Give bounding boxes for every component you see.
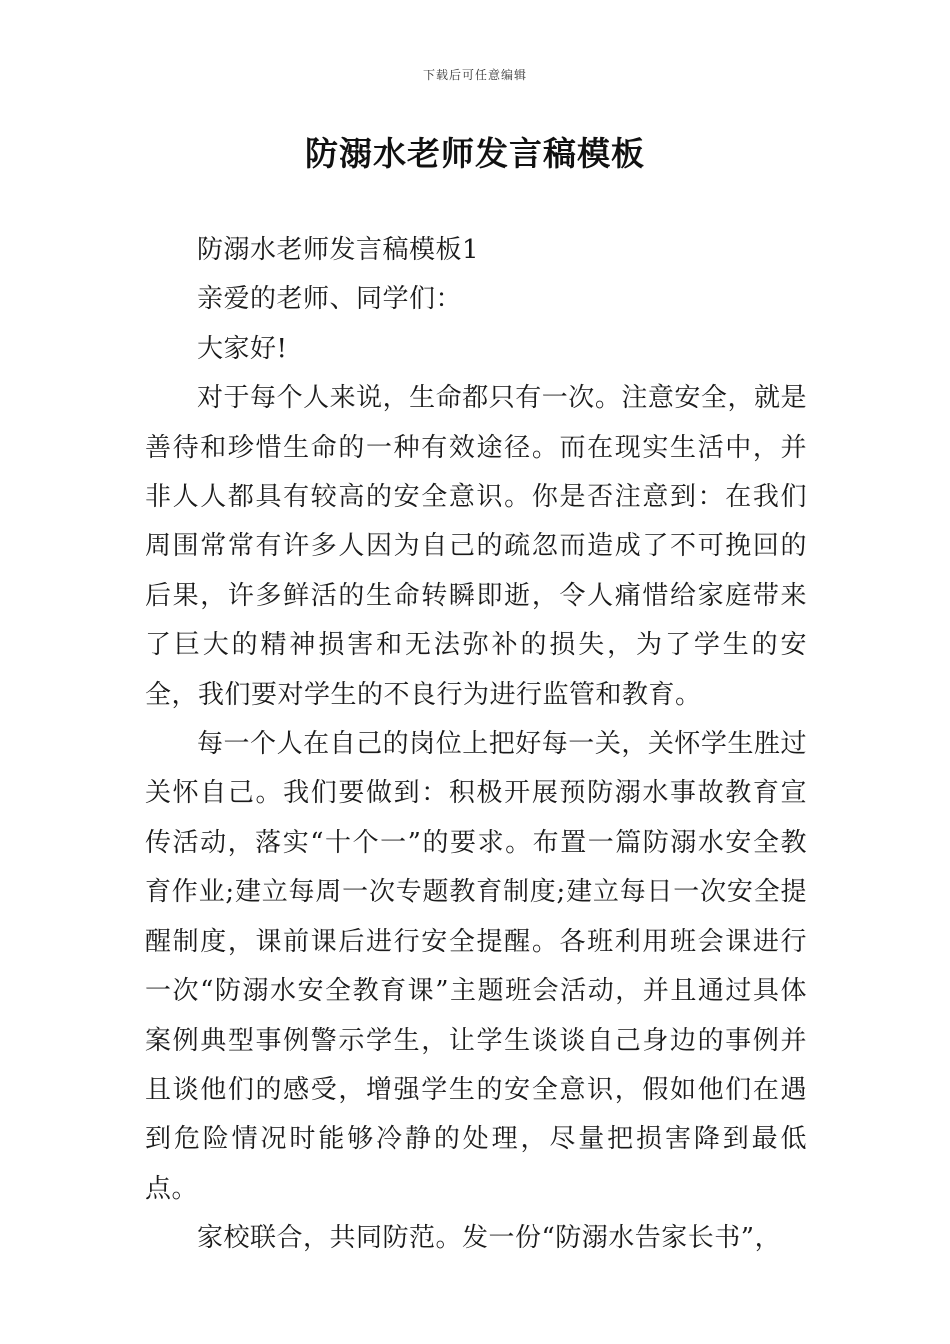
paragraph: 对于每个人来说，生命都只有一次。注意安全，就是善待和珍惜生命的一种有效途径。而在现实生活中，并非人人都具有较高的安全意识。你是否注意到：在我们周围常常有许多人因为自己的疏忽而造成了不可挽回的后果，许多鲜活的生命转瞬即逝，令人痛惜给家庭带来了巨大的精神损害和无法弥补的损失，为了学生的安全，我们要对学生的不良行为进行监管和教育。 — [145, 383, 807, 710]
paragraph: 每一个人在自己的岗位上把好每一关，关怀学生胜过关怀自己。我们要做到：积极开展预防溺水事故教育宣传活动，落实“十个一”的要求。布置一篇防溺水安全教育作业;建立每周一次专题教育制度;建立每日一次安全提醒制度，课前课后进行安全提醒。各班利用班会课进行一次“防溺水安全教育课”主题班会活动，并且通过具体案例典型事例警示学生，让学生谈谈自己身边的事例并且谈他们的感受，增强学生的安全意识，假如他们在遇到危险情况时能够冷静的处理，尽量把损害降到最低点。 — [145, 729, 807, 1204]
paragraph: 家校联合，共同防范。发一份“防溺水告家长书”， — [197, 1223, 782, 1254]
greeting: 大家好! — [197, 333, 288, 364]
document-title: 防溺水老师发言稿模板 — [305, 134, 645, 173]
salutation: 亲爱的老师、同学们： — [197, 284, 463, 315]
document-body — [145, 226, 807, 1264]
section-heading: 防溺水老师发言稿模板1 — [197, 235, 480, 265]
header-note: 下载后可任意编辑 — [422, 68, 527, 82]
